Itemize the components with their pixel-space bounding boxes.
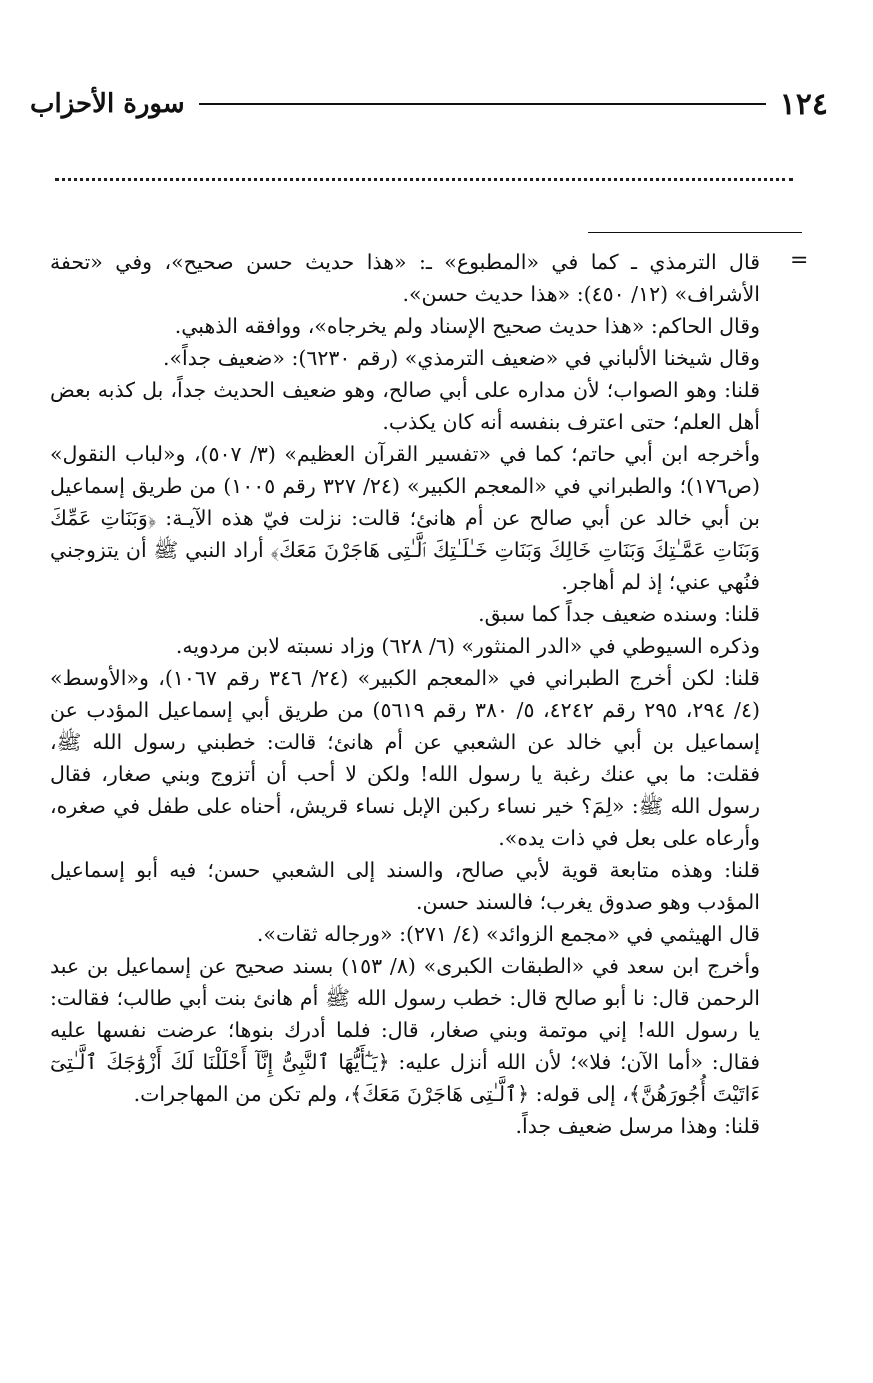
page-number: ١٢٤ <box>779 86 828 122</box>
paragraph-6: قلنا: وسنده ضعيف جداً كما سبق. <box>478 602 760 626</box>
paragraph-2: وقال الحاكم: «هذا حديث صحيح الإسناد ولم يخرجاه»، ووافقه الذهبي. <box>174 314 760 338</box>
paragraph-12: قلنا: وهذا مرسل ضعيف جداً. <box>515 1114 760 1138</box>
continuation-mark: = <box>790 248 809 273</box>
footnote-rule <box>588 232 802 233</box>
footnote-text <box>50 246 760 1142</box>
paragraph-9: قلنا: وهذه متابعة قوية لأبي صالح، والسند إلى الشعبي حسن؛ فيه أبو إسماعيل المؤدب وهو صدوق يغرب؛ فالسند حسن. <box>50 858 760 914</box>
paragraph-3: وقال شيخنا الألباني في «ضعيف الترمذي» (رقم ٦٢٣٠): «ضعيف جداً». <box>162 346 760 370</box>
page-header <box>30 84 828 124</box>
paragraph-10: قال الهيثمي في «مجمع الزوائد» (٤/ ٢٧١): «ورجاله ثقات». <box>256 922 760 946</box>
paragraph-8: قلنا: لكن أخرج الطبراني في «المعجم الكبير» (٢٤/ ٣٤٦ رقم ١٠٦٧)، و«الأوسط» (٤/ ٢٩٤، ٢٩٥ رقم ٤٢٤٢، ٥/ ٣٨٠ رقم ٥٦١٩) من طريق أبي إسماعيل المؤدب عن إسماعيل بن أبي خالد عن الشعبي عن أم هانئ؛ قالت: خطبني رسول الله ﷺ، فقلت: ما بي عنك رغبة يا رسول الله! ولكن لا أحب أن أتزوج وبني صغار، فقال رسول الله ﷺ: «لِمَ؟ خير نساء ركبن الإبل نساء قريش، أحناه على طفل في صغره، وأرعاه على بعل في ذات يده». <box>50 666 760 850</box>
surah-title: سورة الأحزاب <box>30 89 185 119</box>
paragraph-5: وأخرجه ابن أبي حاتم؛ كما في «تفسير القرآن العظيم» (٣/ ٥٠٧)، و«لباب النقول» (ص١٧٦)؛ والطبراني في «المعجم الكبير» (٢٤/ ٣٢٧ رقم ١٠٠٥) من طريق إسماعيل بن أبي خالد عن أبي صالح عن أم هانئ؛ قالت: نزلت فيّ هذه الآيـة: ﴿وَبَنَاتِ عَمِّكَ وَبَنَاتِ عَمَّـٰتِكَ وَبَنَاتِ خَالِكَ وَبَنَاتِ خَـٰلَـٰتِكَ ٱلَّـٰتِى هَاجَرْنَ مَعَكَ﴾ أراد النبي ﷺ أن يتزوجني فنُهي عني؛ إذ لم أهاجر. <box>50 442 760 594</box>
paragraph-7: وذكره السيوطي في «الدر المنثور» (٦/ ٦٢٨) وزاد نسبته لابن مردويه. <box>175 634 760 658</box>
header-rule <box>199 103 766 105</box>
paragraph-11: وأخرج ابن سعد في «الطبقات الكبرى» (٨/ ١٥٣) بسند صحيح عن إسماعيل بن عبد الرحمن قال: نا أبو صالح قال: خطب رسول الله ﷺ أم هانئ بنت أبي طالب؛ فقالت: يا رسول الله! إني موتمة وبني صغار، قال: فلما أدرك بنوها؛ عرضت نفسها عليه فقال: «أما الآن؛ فلا»؛ لأن الله أنزل عليه: ﴿يَـٰٓأَيُّهَا ٱلنَّبِىُّ إِنَّآ أَحْلَلْنَا لَكَ أَزْوَٰجَكَ ٱلَّـٰتِىٓ ءَاتَيْتَ أُجُورَهُنَّ﴾، إلى قوله: ﴿ٱلَّـٰتِى هَاجَرْنَ مَعَكَ﴾، ولم تكن من المهاجرات. <box>50 954 760 1106</box>
paragraph-4: قلنا: وهو الصواب؛ لأن مداره على أبي صالح، وهو ضعيف الحديث جداً، بل كذبه بعض أهل العلم؛ حتى اعترف بنفسه أنه كان يكذب. <box>50 378 760 434</box>
paragraph-1: قال الترمذي ـ كما في «المطبوع» ـ: «هذا حديث حسن صحيح»، وفي «تحفة الأشراف» (١٢/ ٤٥٠): «هذا حديث حسن». <box>50 250 760 306</box>
dotted-separator <box>55 178 793 181</box>
